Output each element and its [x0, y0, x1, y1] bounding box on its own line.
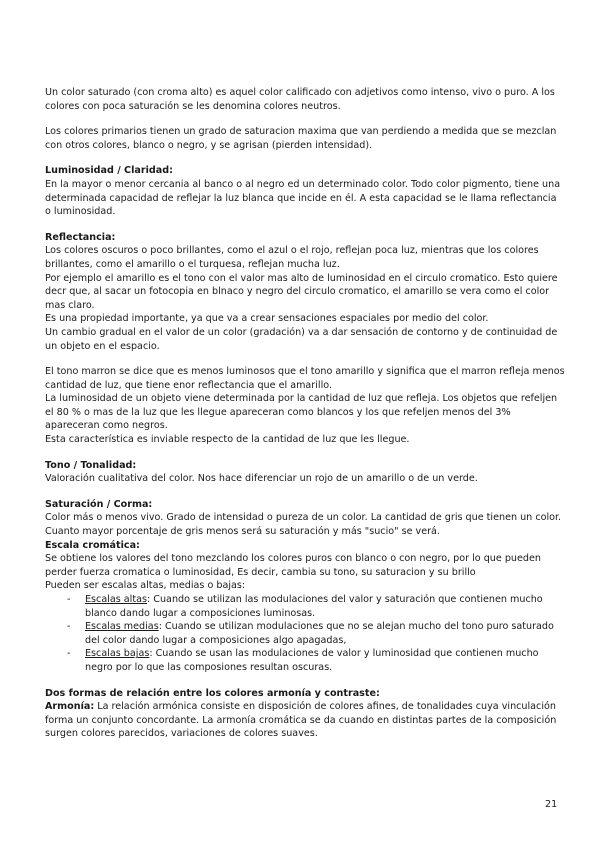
tono-text: Valoración cualitativa del color. Nos hace diferenciar un rojo de un amarillo o de un verde. [45, 473, 478, 485]
armonia-term: Armonía: [45, 701, 95, 713]
list-item-text: : Cuando se utilizan las modulaciones del valor y saturación que contienen mucho blanco dando lugar a composiciones luminosas. [85, 594, 543, 619]
escala-list [45, 593, 565, 675]
list-item-term: Escalas bajas [85, 648, 150, 660]
escala-heading: Escala cromática: [45, 539, 140, 551]
reflectancia-heading: Reflectancia: [45, 231, 116, 243]
escala-text-1: Se obtiene los valores del tono mezclando los colores puros con blanco o con negro, por lo que pueden perder fuerza cromatica o luminosidad, Es decir, cambia su tono, su saturacion y su brillo [45, 553, 541, 578]
reflectancia-text-3: Es una propiedad importante, ya que va a crear sensaciones espaciales por medio del color. [45, 313, 489, 325]
reflectancia-text-2: Por ejemplo el amarillo es el tono con el valor mas alto de luminosidad en el circulo cromatico. Esto quiere decr que, al sacar un fotocopia en blnaco y negro del circulo cromatico, el amarillo se vera como el color mas claro. [45, 272, 558, 311]
escala-text-2: Pueden ser escalas altas, medias o bajas: [45, 580, 246, 592]
primary-colors-paragraph: Los colores primarios tienen un grado de saturacion maxima que van perdiendo a medida que se mezclan con otros colores, blanco o negro, y se agrisan (pierden intensidad). [45, 126, 557, 151]
saturation-intro-paragraph: Un color saturado (con croma alto) es aquel color calificado con adjetivos como intenso, vivo o puro. A los colores con poca saturación se les denomina colores neutros. [45, 87, 555, 112]
list-item [67, 620, 565, 647]
saturacion-text: Color más o menos vivo. Grado de intensidad o pureza de un color. La cantidad de gris que tienen un color. Cuanto mayor porcentaje de gris menos será su saturación y más "sucio" se verá. [45, 512, 562, 538]
marron-text-3: Esta característica es inviable respecto de la cantidad de luz que les llegue. [45, 434, 410, 446]
list-item-text: : Cuando se utilizan modulaciones que no se alejan mucho del tono puro saturado del color dando lugar a composiciones algo apagadas, [85, 621, 554, 646]
luminosidad-heading: Luminosidad / Claridad: [45, 165, 173, 177]
marron-text-1: El tono marron se dice que es menos luminosos que el tono amarillo y significa que el marron refleja menos cantidad de luz, que tiene enor reflectancia que el amarillo. [45, 366, 565, 391]
page-content [45, 86, 565, 741]
tono-heading: Tono / Tonalidad: [45, 459, 137, 471]
armonia-paragraph [45, 700, 565, 741]
list-item [67, 593, 565, 620]
reflectancia-text-1: Los colores oscuros o poco brillantes, como el azul o el rojo, reflejan poca luz, mientras que los colores brillantes, como el amarillo o el turquesa, reflejan mucha luz. [45, 245, 539, 270]
list-item-text: : Cuando se usan las modulaciones de valor y luminosidad que contienen mucho negro por lo que las composiones resultan oscuras. [85, 648, 539, 673]
list-item-term: Escalas altas [85, 594, 147, 605]
reflectancia-text-4: Un cambio gradual en el valor de un color (gradación) va a dar sensación de contorno y de continuidad de un objeto en el espacio. [45, 326, 558, 352]
marron-text-2: La luminosidad de un objeto viene determinada por la cantidad de luz que refleja. Los objetos que refeljen el 80 % o mas de la luz que les llegue apareceran como blancos y los que refeljen menos del 3% apareceran como negros. [45, 393, 558, 432]
saturacion-heading: Saturación / Corma: [45, 498, 153, 510]
list-item [67, 647, 565, 674]
list-item-term: Escalas medias [85, 621, 159, 633]
relacion-heading: Dos formas de relación entre los colores armonía y contraste: [45, 687, 380, 699]
page-number: 21 [545, 799, 558, 810]
armonia-text: La relación armónica consiste en disposición de colores afines, de tonalidades cuya vinculación forma un conjunto concordante. La armonía cromática se da cuando en distintas partes de la composición surgen colores parecidos, variaciones de colores suaves. [45, 701, 557, 740]
luminosidad-text: En la mayor o menor cercania al banco o al negro ed un determinado color. Todo color pigmento, tiene una determinada capacidad de reflejar la luz blanca que incide en él. A esta capacidad se le llama reflectancia o luminosidad. [45, 178, 561, 218]
